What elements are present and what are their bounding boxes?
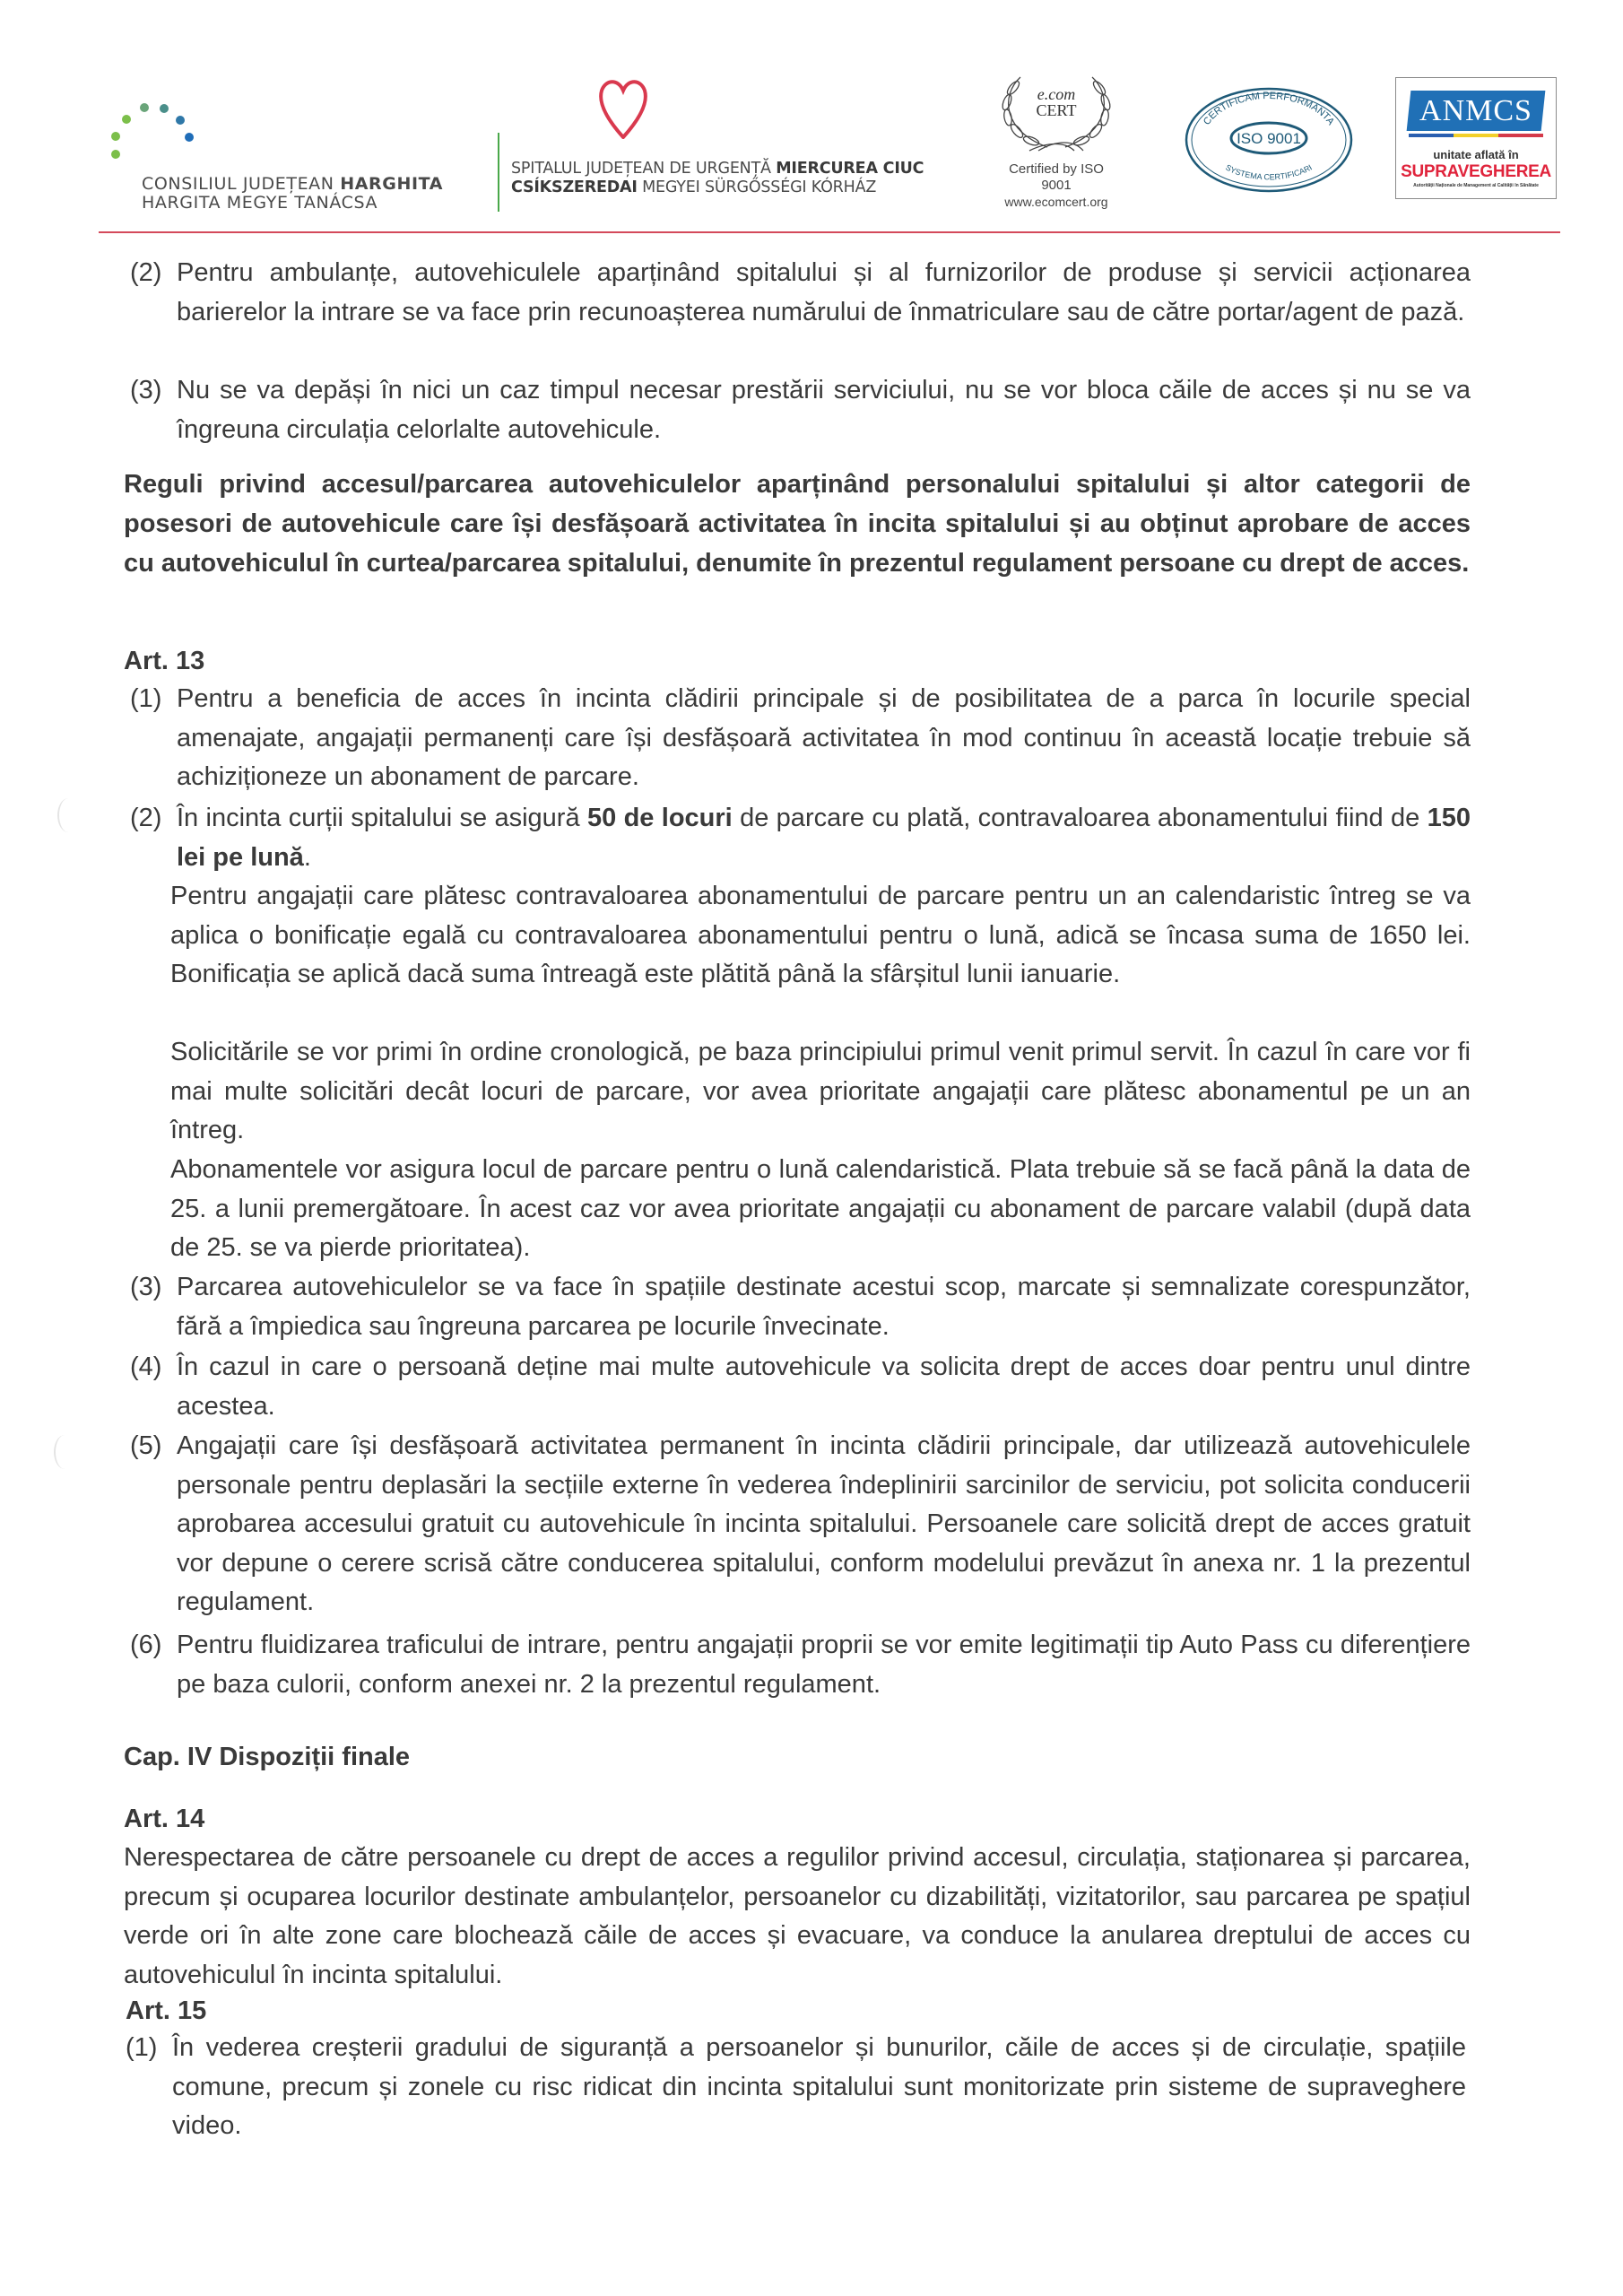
logo-dot — [111, 150, 120, 159]
item-number: (1) — [130, 684, 162, 713]
item-number: (5) — [130, 1431, 162, 1460]
logo-dot — [176, 116, 185, 125]
article-15-title: Art. 15 — [126, 1996, 207, 2025]
county-council-name — [142, 175, 443, 213]
article-14-title: Art. 14 — [124, 1805, 205, 1833]
item-number: (3) — [130, 1273, 162, 1301]
article-13-title: Art. 13 — [124, 647, 205, 675]
header-rule — [99, 231, 1560, 233]
iso-top-arc-text: CERTIFICAM PERFORMANTA — [1201, 90, 1337, 127]
item-text: În incinta curții spitalului se asigură 50 de locuri de parcare cu plată, contravaloarea abonamentului fiind de 150 lei pe lună. — [177, 804, 1471, 872]
list-item — [130, 254, 1471, 332]
logo-dot — [160, 104, 169, 113]
stripe-red — [1498, 134, 1543, 137]
hospital-line2: CSÍKSZEREDAI MEGYEI SÜRGŐSSÉGI KÓRHÁZ — [511, 178, 877, 196]
list-item — [126, 2029, 1466, 2146]
anmcs-line1: unitate aflată în — [1433, 148, 1519, 161]
list-item — [130, 1268, 1471, 1346]
letterhead — [0, 0, 1623, 242]
rules-heading: Reguli privind accesul/parcarea autovehiculelor aparținând personalului spitalului și altor categorii de posesori de autovehicule care își desfășoară activitatea în incita spitalului și au obținut aprobare de acces cu autovehiculul în curtea/parcarea spitalului, denumite în prezentul regulament persoane cu drept de acces. — [124, 470, 1471, 578]
item-number: (2) — [130, 804, 162, 832]
paragraph: Abonamentele vor asigura locul de parcare pentru o lună calendaristică. Plata trebuie să se facă până la data de 25. a lunii premergătoare. În acest caz vor avea prioritate angajații cu abonament de parcare valabil (după data de 25. se va pierde prioritatea). — [170, 1155, 1471, 1262]
logo-dot — [122, 115, 131, 124]
item-number: (4) — [130, 1352, 162, 1381]
anmcs-line3: Autorității Naționale de Management al Calității în Sănătate — [1413, 183, 1539, 188]
list-item — [130, 1348, 1471, 1426]
anmcs-line2: SUPRAVEGHEREA — [1401, 162, 1551, 181]
scan-margin-mark — [54, 1435, 75, 1469]
county-council-logo — [108, 85, 493, 213]
scan-margin-mark — [57, 798, 79, 832]
anmcs-flag-stripes — [1409, 134, 1543, 137]
item-text: Pentru ambulanțe, autovehiculele aparținând spitalului și al furnizorilor de produse și servicii acționarea barierelor la intrare se va face prin recunoașterea numărului de înmatriculare sau de către portar/agent de pază. — [177, 258, 1471, 326]
logo-dot — [111, 132, 120, 141]
item-number: (2) — [130, 258, 162, 287]
stripe-yellow — [1454, 134, 1498, 137]
item-text: Angajații care își desfășoară activitatea permanent în incinta clădirii principale, dar utilizează autovehiculele personale pentru deplasări la secțiile externe în vederea îndeplinirii sarcinilor de serviciu, pot solicita conducerii aprobarea accesului gratuit cu autovehicule în incinta spitalului. Persoanele care solicită drept de acces gratuit vor depune o cerere scrisă către conducerea spitalului, conform modelului prevăzut în anexa nr. 1 la prezentul regulament. — [177, 1431, 1471, 1616]
paragraph: Solicitările se vor primi în ordine cronologică, pe baza principiului primul venit primul servit. În cazul în care vor fi mai multe solicitări decât locuri de parcare, vor avea prioritate angajații care plătesc abonamentul pe un an întreg. — [170, 1038, 1471, 1144]
item-text: Pentru fluidizarea traficului de intrare, pentru angajații proprii se vor emite legitimații tip Auto Pass cu diferențiere pe baza culorii, conform anexei nr. 2 la prezentul regulament. — [177, 1631, 1471, 1699]
header-divider — [498, 133, 499, 212]
item-text: Parcarea autovehiculelor se va face în spațiile destinate acestui scop, marcate și semnalizate corespunzător, fără a împiedica sau îngreuna parcarea pe locurile învecinate. — [177, 1273, 1471, 1341]
paragraph: Pentru angajații care plătesc contravaloarea abonamentului de parcare pentru un an calendaristic întreg se va aplica o bonificație egală cu contravaloarea abonamentului pentru o lună, adică se încasa suma de 1650 lei. Bonificația se aplică dacă suma întreagă este plătită până la sfârșitul lunii ianuarie. — [170, 882, 1471, 988]
item-number: (1) — [126, 2033, 158, 2062]
ecomcert-wordmark: e.com CERT — [1036, 85, 1077, 119]
stripe-blue — [1409, 134, 1454, 137]
iso-9001-seal — [1184, 86, 1354, 194]
chapter-4-title: Cap. IV Dispoziții finale — [124, 1743, 411, 1771]
iso-bottom-arc-text: SYSTEMA CERTIFICARI — [1224, 162, 1314, 182]
ecomcert-logo — [994, 68, 1119, 212]
item-text: Pentru a beneficia de acces în incinta clădirii principale și de posibilitatea de a parca în locurile special amenajate, angajații permanenți care își desfășoară activitatea în mod continuu în această locație trebuie să achiziționeze un abonament de parcare. — [177, 684, 1471, 791]
anmcs-badge — [1395, 77, 1557, 199]
iso-center-text: ISO 9001 — [1237, 130, 1301, 147]
list-item — [130, 1626, 1471, 1704]
county-council-line1: CONSILIUL JUDEȚEAN HARGHITA — [142, 174, 444, 194]
item-number: (3) — [130, 376, 162, 404]
anmcs-title: ANMCS — [1419, 94, 1532, 127]
hospital-name — [511, 160, 924, 197]
logo-dot — [185, 133, 194, 142]
hospital-logo — [511, 72, 977, 206]
item-text: Nu se va depăși în nici un caz timpul necesar prestării serviciului, nu se vor bloca căile de acces și nu se va îngreuna circulația celorlalte autovehicule. — [177, 376, 1471, 444]
list-item — [130, 680, 1471, 797]
ecomcert-url: www.ecomcert.org — [1004, 195, 1108, 209]
list-item — [130, 1427, 1471, 1622]
monthly-fee: 150 lei pe lună — [177, 804, 1471, 872]
item-number: (6) — [130, 1631, 162, 1659]
ecomcert-caption: Certified by ISO 9001 — [1009, 161, 1104, 193]
county-council-line2: HARGITA MEGYE TANÁCSA — [142, 193, 378, 213]
hospital-line1: SPITALUL JUDEȚEAN DE URGENȚĂ MIERCUREA CIUC — [511, 160, 924, 178]
item-text: În vederea creșterii gradului de siguranță a persoanelor și bunurilor, căile de acces și de circulație, spațiile comune, precum și zonele cu risc ridicat din incinta spitalului sunt monitorizate prin sisteme de supraveghere video. — [172, 2033, 1466, 2140]
item-text: În cazul in care o persoană deține mai multe autovehicule va solicita drept de acces doar pentru unul dintre acestea. — [177, 1352, 1471, 1421]
heart-icon — [596, 76, 650, 139]
article-14-text: Nerespectarea de către persoanele cu drept de acces a regulilor privind accesul, circulația, staționarea și parcarea, precum și ocuparea locurilor destinate ambulanțelor, persoanelor cu dizabilități, vizitatorilor, sau parcarea pe spațiul verde ori în alte zone care blochează căile de acces și evacuare, va conduce la anularea dreptului de acces cu autovehiculul în incinta spitalului. — [124, 1843, 1471, 1989]
list-item — [130, 371, 1471, 449]
dots-arc-icon — [108, 85, 233, 157]
logo-dot — [140, 103, 149, 112]
list-item — [130, 799, 1471, 877]
parking-spots-count: 50 de locuri — [586, 804, 733, 832]
